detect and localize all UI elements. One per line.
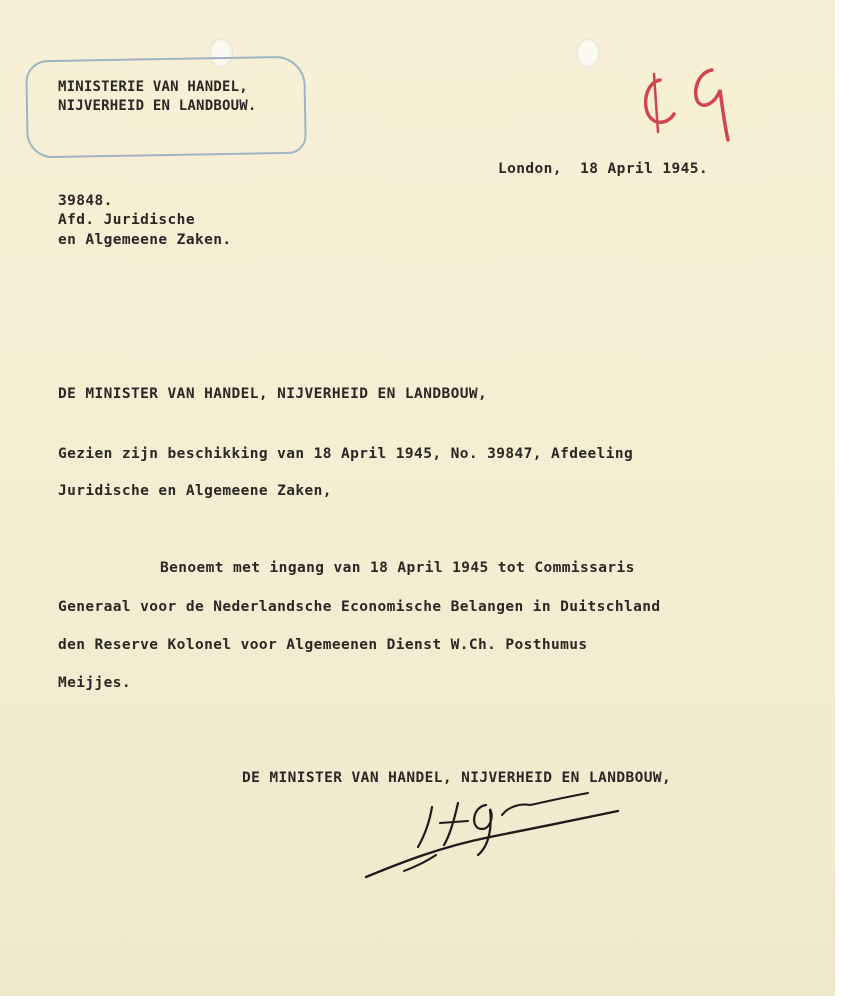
reference-number: 39848. — [58, 193, 113, 209]
red-handwritten-annotation — [634, 52, 754, 152]
reference-department-line-1: Afd. Juridische — [58, 212, 195, 228]
minister-heading: DE MINISTER VAN HANDEL, NIJVERHEID EN LANDBOUW, — [58, 386, 488, 402]
decision-line-2: Generaal voor de Nederlandsche Economische Belangen in Duitschland — [58, 599, 661, 615]
reference-department-line-2: en Algemeene Zaken. — [58, 232, 232, 248]
date-line: London, 18 April 1945. — [498, 161, 708, 177]
punch-hole-right — [576, 38, 600, 68]
decision-line-4: Meijjes. — [58, 675, 132, 691]
decision-line-3: den Reserve Kolonel voor Algemeenen Dienst W.Ch. Posthumus — [58, 637, 588, 653]
letterhead-line-1: MINISTERIE VAN HANDEL, — [58, 79, 248, 95]
letterhead-line-2: NIJVERHEID EN LANDBOUW. — [58, 98, 257, 114]
considering-line-1: Gezien zijn beschikking van 18 April 1945, No. 39847, Afdeeling — [58, 446, 634, 462]
scan-edge-right — [835, 0, 841, 1000]
decision-line-1: Benoemt met ingang van 18 April 1945 tot Commissaris — [160, 560, 635, 576]
scan-edge-bottom — [0, 996, 841, 1000]
closing-signature-title: DE MINISTER VAN HANDEL, NIJVERHEID EN LANDBOUW, — [242, 770, 672, 786]
handwritten-signature — [360, 785, 630, 885]
considering-line-2: Juridische en Algemeene Zaken, — [58, 483, 332, 499]
